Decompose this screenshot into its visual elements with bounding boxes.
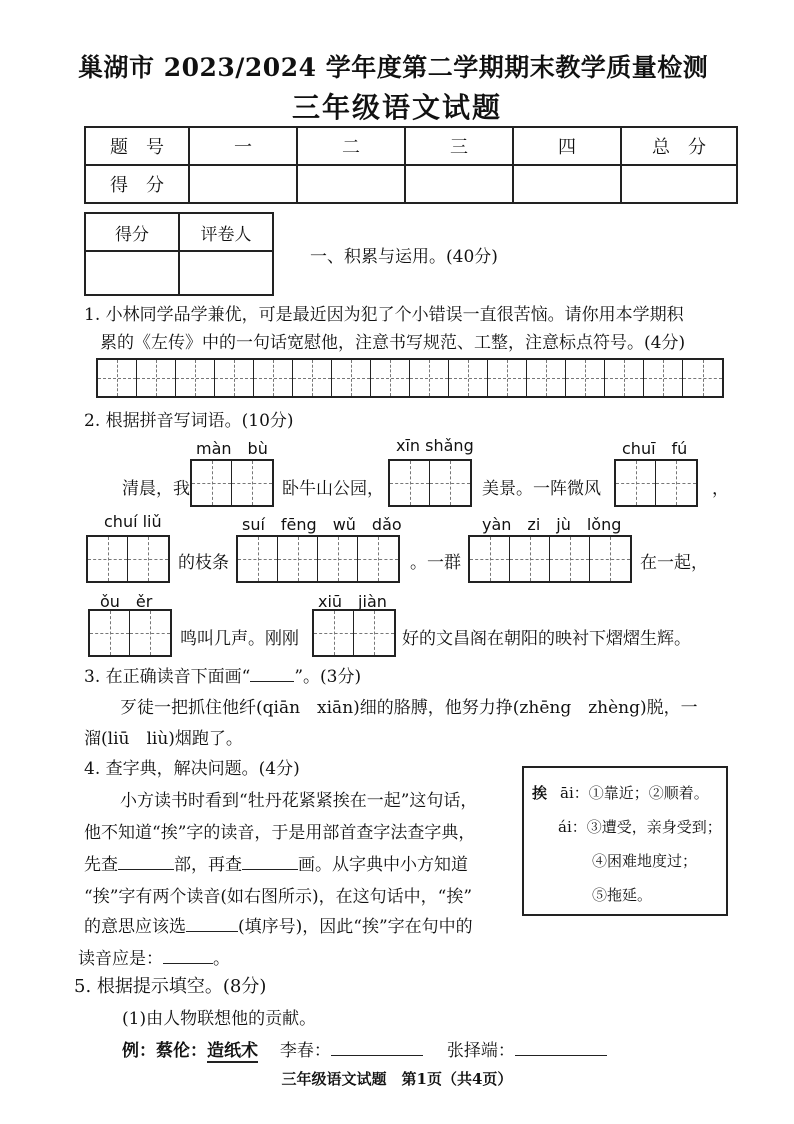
q4-line4: “挨”字有两个读音(如右图所示)，在这句话中，“挨” <box>84 887 473 907</box>
score-header-cell: 四 <box>513 127 621 165</box>
score-input-cell[interactable] <box>513 165 621 203</box>
q1-line2: 累的《左传》中的一句话宽慰他，注意书写规范、工整，注意标点符号。(4分) <box>100 333 686 353</box>
q2-text: 卧牛山公园， <box>282 479 384 499</box>
score-header-cell: 一 <box>189 127 297 165</box>
score-row-label: 得 分 <box>85 165 189 203</box>
dict-reading-ai2: ái：③遭受，亲身受到； <box>558 818 722 836</box>
q4-text: 部，再查 <box>174 855 242 875</box>
q2-title: 2. 根据拼音写词语。(10分) <box>84 411 294 431</box>
q2-text: 。一群 <box>410 553 461 573</box>
answer-grid-xinshang[interactable] <box>388 459 472 507</box>
dict-meaning-4: ④困难地度过； <box>592 852 698 870</box>
grader-score-input[interactable] <box>85 251 179 295</box>
score-header-cell: 二 <box>297 127 405 165</box>
q4-text: 读音应是： <box>78 949 163 969</box>
answer-grid-ouer[interactable] <box>88 609 172 657</box>
q4-title: 4. 查字典，解决问题。(4分) <box>84 759 300 779</box>
q5-name-zhangzeduan: 张择端： <box>446 1041 515 1061</box>
dictionary-entry-box <box>522 766 728 916</box>
q5-example-answer: 造纸术 <box>207 1041 258 1061</box>
q3-title-underline <box>250 681 294 682</box>
pinyin-xiujian: xiū jiàn <box>318 592 387 611</box>
grader-name-label: 评卷人 <box>179 213 273 251</box>
score-table <box>84 126 738 204</box>
q2-text: 清晨，我 <box>122 479 190 499</box>
q4-meaning-blank[interactable] <box>186 931 238 932</box>
pinyin-chuifu: chuī fú <box>622 439 688 458</box>
dict-meaning-5: ⑤拖延。 <box>592 886 653 904</box>
q3-line2: 溜(liū liù)烟跑了。 <box>84 729 243 749</box>
answer-grid-xiujian[interactable] <box>312 609 396 657</box>
q3-title-post: ”。(3分) <box>294 667 362 687</box>
q4-line6 <box>78 944 230 969</box>
q2-text: 好的文昌阁在朝阳的映衬下熠熠生辉。 <box>402 629 691 649</box>
pinyin-yanzijulong: yàn zi jù lǒng <box>482 515 622 534</box>
pinyin-chuiliu: chuí liǔ <box>104 512 162 531</box>
q4-text: 。 <box>213 949 230 969</box>
q4-reading-blank[interactable] <box>163 963 213 964</box>
exam-subtitle: 三年级语文试题 <box>291 91 502 124</box>
score-header-cell: 题 号 <box>85 127 189 165</box>
pinyin-suifengwudao: suí fēng wǔ dǎo <box>242 515 402 534</box>
score-input-cell[interactable] <box>405 165 513 203</box>
score-input-cell[interactable] <box>297 165 405 203</box>
q4-line1: 小方读书时看到“牡丹花紧紧挨在一起”这句话， <box>120 791 478 811</box>
q2-text: 的枝条 <box>178 553 229 573</box>
score-header-cell: 总 分 <box>621 127 737 165</box>
q5-example-label: 例：蔡伦： <box>122 1041 207 1061</box>
score-input-cell[interactable] <box>189 165 297 203</box>
q2-text: 在一起， <box>640 553 708 573</box>
q4-text: (填序号)，因此“挨”字在句中的 <box>238 917 473 937</box>
pinyin-ouer: ǒu ěr <box>100 592 153 611</box>
q5-title: 5. 根据提示填空。(8分) <box>74 976 267 997</box>
section-title: 一、积累与运用。(40分) <box>310 247 498 267</box>
answer-grid-chuifu[interactable] <box>614 459 698 507</box>
q1-writing-grid[interactable] <box>96 358 724 398</box>
dict-char: 挨 <box>532 784 548 802</box>
q5-example-row <box>122 1036 607 1061</box>
q2-text: 美景。一阵微风 <box>482 479 601 499</box>
pinyin-xinshang: xīn shǎng <box>396 436 474 455</box>
q4-radical-blank[interactable] <box>118 869 174 870</box>
page-footer: 三年级语文试题 第1页（共4页） <box>281 1070 513 1088</box>
q5-lichun-blank[interactable] <box>331 1055 423 1056</box>
q3-title <box>84 662 361 687</box>
grader-table <box>84 212 274 296</box>
pinyin-manbu: màn bù <box>196 439 268 458</box>
q4-stroke-blank[interactable] <box>242 869 298 870</box>
q3-line1: 歹徒一把抓住他纤(qiān xiān)细的胳膊，他努力挣(zhēng zhèng)脱，一 <box>120 698 698 718</box>
score-header-cell: 三 <box>405 127 513 165</box>
score-input-cell[interactable] <box>621 165 737 203</box>
grader-score-label: 得分 <box>85 213 179 251</box>
q4-text: 的意思应该选 <box>84 917 186 937</box>
grader-name-input[interactable] <box>179 251 273 295</box>
dict-reading-ai1: āi：①靠近；②顺着。 <box>560 784 709 802</box>
q5-zhangzeduan-blank[interactable] <box>515 1055 607 1056</box>
q4-line2: 他不知道“挨”字的读音，于是用部首查字法查字典， <box>84 823 476 843</box>
q5-sub1: (1)由人物联想他的贡献。 <box>122 1009 317 1029</box>
q4-line5 <box>84 912 473 937</box>
q2-text: 鸣叫几声。刚刚 <box>180 629 299 649</box>
q4-text: 画。从字典中小方知道 <box>298 855 468 875</box>
answer-grid-chuiliu[interactable] <box>86 535 170 583</box>
exam-header-title: 巢湖市 2023/2024 学年度第二学期期末教学质量检测 <box>78 53 709 82</box>
q2-text: ， <box>712 479 729 499</box>
q3-title-pre: 3. 在正确读音下面画“ <box>84 667 251 687</box>
q4-line3 <box>84 850 468 875</box>
answer-grid-suifengwudao[interactable] <box>236 535 400 583</box>
q4-text: 先查 <box>84 855 118 875</box>
answer-grid-manbu[interactable] <box>190 459 274 507</box>
answer-grid-yanzijulong[interactable] <box>468 535 632 583</box>
q1-line1: 1. 小林同学品学兼优，可是最近因为犯了个小错误一直很苦恼。请你用本学期积 <box>84 305 684 325</box>
q5-name-lichun: 李春： <box>279 1041 331 1061</box>
